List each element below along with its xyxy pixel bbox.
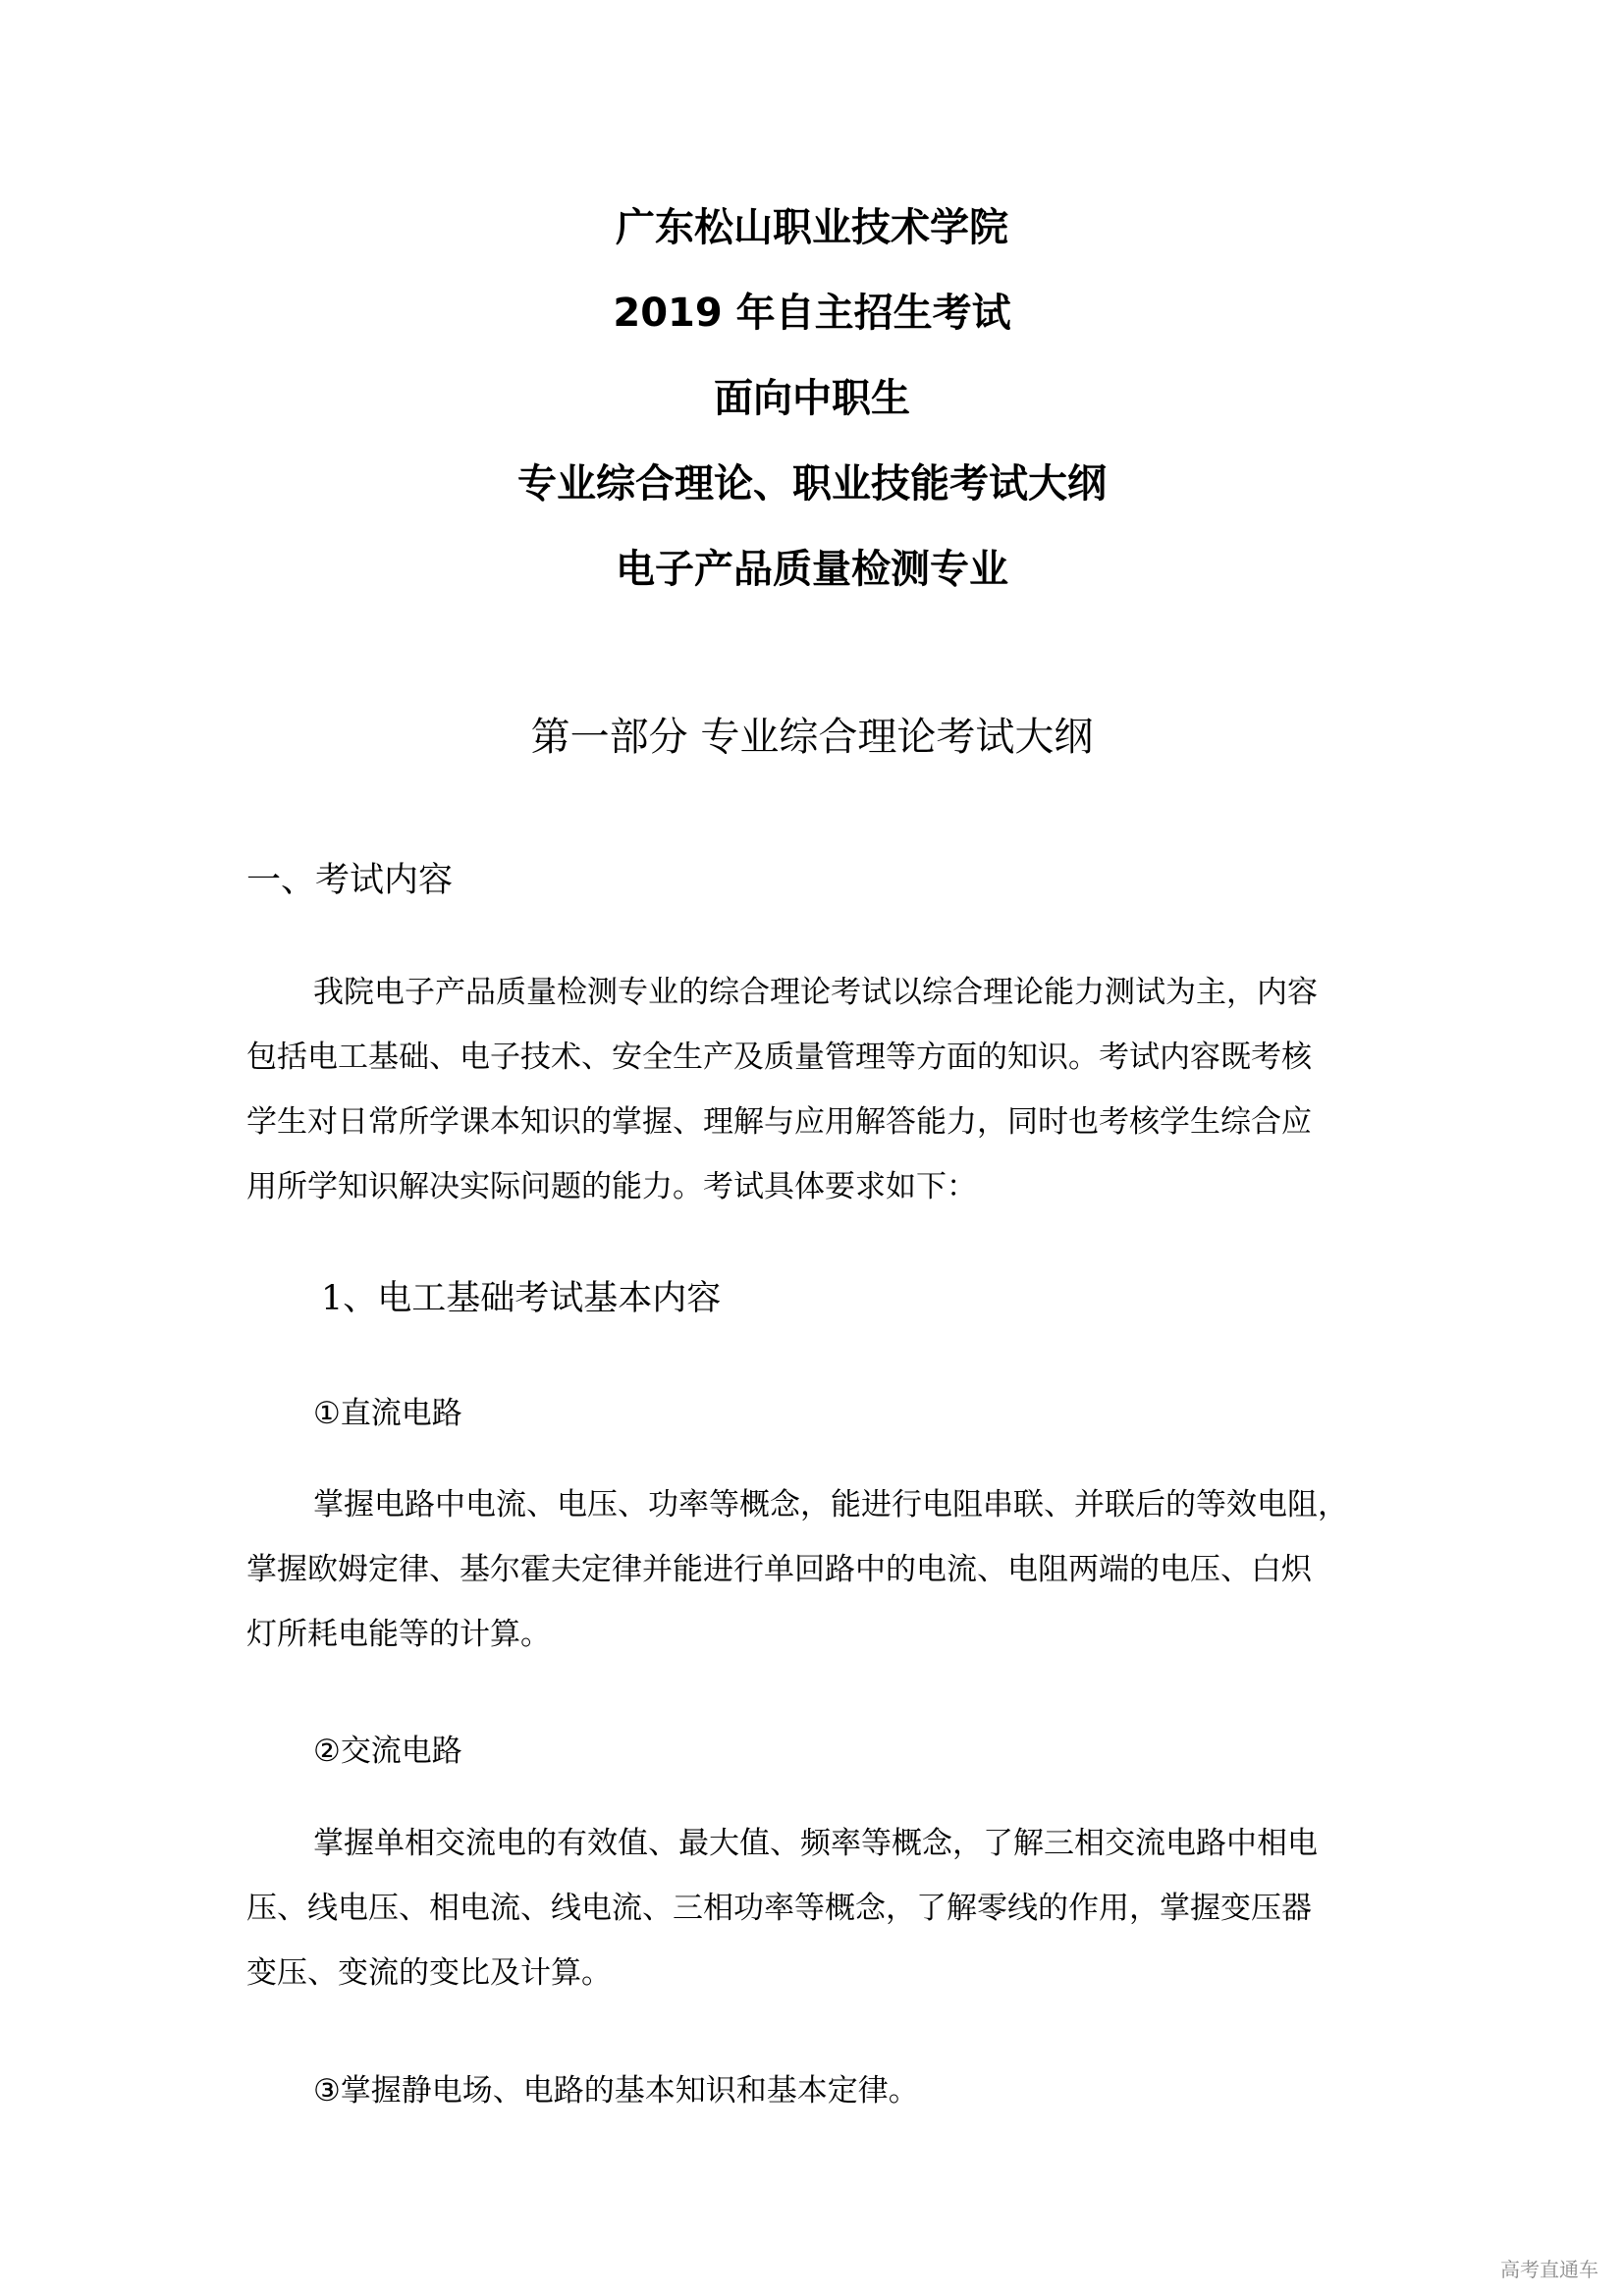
item-title-ac-circuit: ②交流电路 bbox=[313, 1734, 462, 1769]
dc-line: 掌握电路中电流、电压、功率等概念，能进行电阻串联、并联后的等效电阻， bbox=[313, 1487, 1348, 1522]
intro-line: 包括电工基础、电子技术、安全生产及质量管理等方面的知识。考试内容既考核 bbox=[246, 1040, 1312, 1075]
part-one-title: 第一部分 专业综合理论考试大纲 bbox=[530, 715, 1094, 760]
subsection-heading-electrical-basics: 1、电工基础考试基本内容 bbox=[321, 1279, 722, 1318]
ac-line: 掌握单相交流电的有效值、最大值、频率等概念，了解三相交流电路中相电 bbox=[313, 1826, 1318, 1861]
item-title-dc-circuit: ①直流电路 bbox=[313, 1396, 462, 1431]
outline-title: 专业综合理论、职业技能考试大纲 bbox=[517, 461, 1107, 507]
intro-line: 学生对日常所学课本知识的掌握、理解与应用解答能力，同时也考核学生综合应 bbox=[246, 1104, 1312, 1140]
major-title: 电子产品质量检测专业 bbox=[616, 547, 1008, 592]
dc-line: 灯所耗电能等的计算。 bbox=[246, 1617, 551, 1652]
ac-circuit-paragraph bbox=[246, 1811, 1318, 2005]
intro-line: 我院电子产品质量检测专业的综合理论考试以综合理论能力测试为主，内容 bbox=[313, 975, 1318, 1010]
dc-line: 掌握欧姆定律、基尔霍夫定律并能进行单回路中的电流、电阻两端的电压、白炽 bbox=[246, 1552, 1312, 1587]
school-name-title: 广东松山职业技术学院 bbox=[616, 205, 1008, 250]
intro-paragraph bbox=[246, 960, 1318, 1219]
target-audience-title: 面向中职生 bbox=[714, 376, 910, 421]
exam-year-title: 2019 年自主招生考试 bbox=[613, 291, 1011, 336]
ac-line: 变压、变流的变比及计算。 bbox=[246, 1955, 612, 1991]
item-title-electrostatics: ③掌握静电场、电路的基本知识和基本定律。 bbox=[313, 2073, 919, 2109]
ac-line: 压、线电压、相电流、线电流、三相功率等概念，了解零线的作用，掌握变压器 bbox=[246, 1891, 1312, 1926]
section-heading-exam-content: 一、考试内容 bbox=[246, 861, 454, 900]
dc-circuit-paragraph bbox=[246, 1472, 1348, 1667]
watermark-text: 高考直通车 bbox=[1500, 2258, 1598, 2281]
intro-line: 用所学知识解决实际问题的能力。考试具体要求如下： bbox=[246, 1169, 977, 1204]
